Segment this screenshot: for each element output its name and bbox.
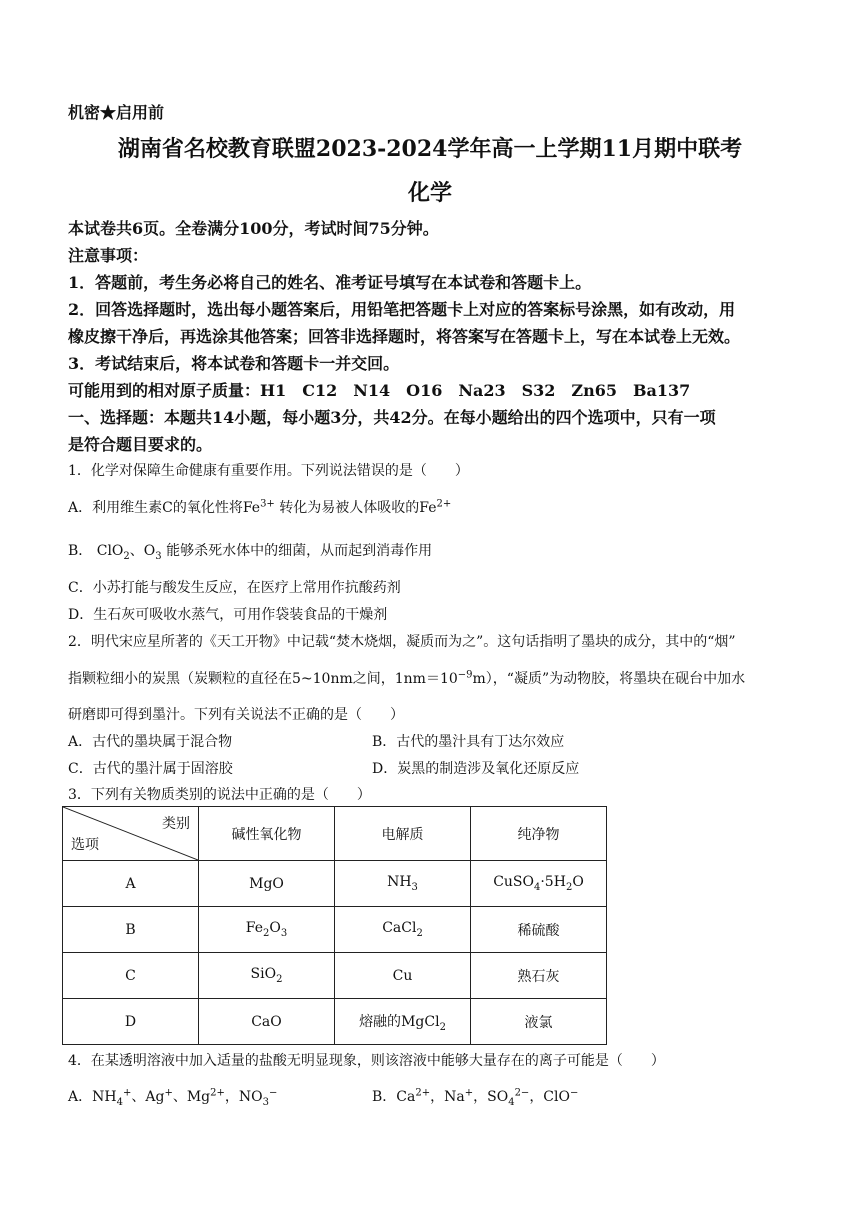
q4-stem: 4．在某透明溶液中加入适量的盐酸无明显现象，则该溶液中能够大量存在的离子可能是（ ） [68, 1053, 665, 1069]
q2-stem-2-pre: 指颗粒细小的炭黑（炭颗粒的直径在5~10nm之间，1nm＝10 [68, 671, 458, 687]
section-1-heading: 一、选择题：本题共14小题，每小题3分，共42分。在每小题给出的四个选项中，只有一项 [68, 408, 716, 427]
secret-label: 机密★启用前 [68, 103, 165, 122]
q2-option-d: D．炭黑的制造涉及氧化还原反应 [372, 761, 580, 777]
q2-stem-2: 指颗粒细小的炭黑（炭颗粒的直径在5~10nm之间，$1nm=10^{-9}m$），“凝质”为动物胶，将墨块在砚台中加水 [68, 669, 746, 687]
q3-cell: $Fe_2O_3$ [199, 907, 335, 953]
q3-stem: 3．下列有关物质类别的说法中正确的是（ ） [68, 787, 371, 803]
q3-header-pure: 纯净物 [471, 807, 607, 861]
q2-stem-1: 2．明代宋应星所著的《天工开物》中记载“焚木烧烟，凝质而为之”。这句话指明了墨块的成分，其中的“烟” [68, 634, 736, 650]
subject-title: 化学 [407, 180, 452, 206]
q2-stem-3: 研磨即可得到墨汁。下列有关说法不正确的是（ ） [68, 707, 404, 723]
q3-row-label: A [63, 861, 199, 907]
corner-top-label: 类别 [162, 816, 190, 832]
q2-option-a: A．古代的墨块属于混合物 [68, 734, 233, 750]
q1-option-a: A．利用维生素C的氧化性将$Fe^{3+}$ 转化为易被人体吸收的$Fe^{2+}$ [68, 498, 452, 516]
q3-cell: 稀硫酸 [471, 907, 607, 953]
q4-a-label: A． [68, 1089, 93, 1105]
notice-heading: 注意事项： [68, 246, 149, 265]
q1-a-text-1: A．利用维生素C的氧化性将 [68, 500, 243, 516]
instruction-3: 3．考试结束后，将本试卷和答题卡一并交回。 [68, 354, 400, 373]
q2-option-c: C．古代的墨汁属于固溶胶 [68, 761, 233, 777]
q3-cell: 熟石灰 [471, 953, 607, 999]
q3-header-oxide: 碱性氧化物 [199, 807, 335, 861]
q1-b-text: 能够杀死水体中的细菌，从而起到消毒作用 [166, 543, 433, 559]
instruction-2a: 2．回答选择题时，选出每小题答案后，用铅笔把答题卡上对应的答案标号涂黑，如有改动，用 [68, 300, 736, 319]
q4-b-label: B． [372, 1089, 397, 1105]
section-1-heading-cont: 是符合题目要求的。 [68, 435, 213, 454]
q3-cell: CaCl$_2$ [335, 907, 471, 953]
instruction-2b: 橡皮擦干净后，再选涂其他答案；回答非选择题时，将答案写在答题卡上，写在本试卷上无效。 [68, 327, 741, 346]
q3-cell: CaO [199, 999, 335, 1045]
atomic-masses: 可能用到的相对原子质量：H1 C12 N14 O16 Na23 S32 Zn65 Ba137 [68, 381, 691, 400]
corner-bottom-label: 选项 [71, 837, 99, 853]
q3-d-elec-text: 熔融的 [359, 1013, 402, 1030]
q3-cell: 液氯 [471, 999, 607, 1045]
q3-row-label: B [63, 907, 199, 953]
q3-cell: $NH_3$ [335, 861, 471, 907]
q3-cell: MgO [199, 861, 335, 907]
q3-header-electrolyte: 电解质 [335, 807, 471, 861]
q3-corner-cell [63, 807, 199, 861]
q1-option-b: B． ClO$_2$、$O_3$ 能够杀死水体中的细菌，从而起到消毒作用 [68, 543, 433, 562]
instruction-1: 1．答题前，考生务必将自己的姓名、准考证号填写在本试卷和答题卡上。 [68, 273, 592, 292]
q3-cell: 熔融的MgCl$_2$ [335, 999, 471, 1045]
q1-a-text-2: 转化为易被人体吸收的 [279, 500, 420, 516]
exam-title: 湖南省名校教育联盟2023-2024学年高一上学期11月期中联考 [117, 136, 743, 162]
q1-option-d: D．生石灰可吸收水蒸气，可用作袋装食品的干燥剂 [68, 607, 388, 623]
q3-cell: Cu [335, 953, 471, 999]
q1-option-c: C．小苏打能与酸发生反应，在医疗上常用作抗酸药剂 [68, 580, 401, 596]
exam-info: 本试卷共6页。全卷满分100分，考试时间75分钟。 [68, 219, 439, 238]
q2-stem-2-post: m），“凝质”为动物胶，将墨块在砚台中加水 [472, 671, 746, 687]
q3-cell: $CuSO_4\cdot 5H_2O$ [471, 861, 607, 907]
q3-row-label: D [63, 999, 199, 1045]
q2-option-b: B．古代的墨汁具有丁达尔效应 [372, 734, 565, 750]
q4-option-a: A．$NH_4^+$、Ag+、$Mg^{2+}$，$NO_3^-$ [68, 1087, 278, 1108]
q3-table [62, 806, 607, 1045]
q3-cell: SiO$_2$ [199, 953, 335, 999]
q3-row-label: C [63, 953, 199, 999]
q1-stem: 1．化学对保障生命健康有重要作用。下列说法错误的是（ ） [68, 463, 469, 479]
q4-option-b: B．$Ca^{2+}$，Na+，$SO_4^{2-}$，ClO− [372, 1087, 579, 1108]
